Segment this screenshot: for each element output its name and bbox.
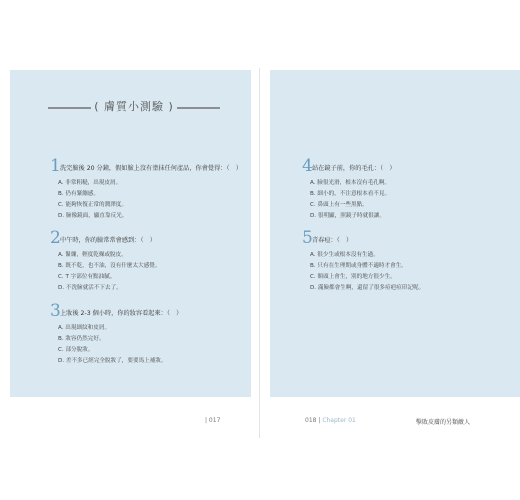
question-3	[50, 301, 183, 367]
question-text: 中午時，你的臉常常會感到：（ ）	[60, 237, 156, 244]
chapter-label: Chapter 01	[322, 417, 356, 424]
option-c: C. 能夠恢復正常的潤澤度。	[58, 202, 127, 208]
option-d: D. 臉像鏡面，顯直靠反光。	[58, 213, 128, 219]
question-text: 站在鏡子前，你的毛孔：（ ）	[312, 165, 396, 172]
option-list	[302, 250, 424, 294]
question-4	[302, 156, 396, 222]
option-c: C. 部分脫妝。	[58, 347, 94, 353]
right-page-footer	[305, 417, 356, 424]
option-c: C. T 字部位有點油膩。	[58, 274, 116, 280]
option-list	[50, 323, 167, 367]
option-b: B. 細小的，不注意根本看不見。	[310, 191, 391, 197]
option-a: A. 出現細紋和皮屑。	[58, 325, 111, 331]
option-c: C. 額頭上會生，別的地方很少生。	[310, 274, 396, 280]
question-number: 3	[50, 301, 61, 321]
option-list	[50, 250, 161, 294]
option-d: D. 差不多已經完全脫妝了，要要馬上補妝。	[58, 358, 167, 364]
option-d: D. 不洗臉就活不下去了。	[58, 285, 122, 291]
option-list	[50, 178, 127, 222]
option-a: A. 緊繃，輕度乾燥或脫皮。	[58, 252, 127, 258]
question-number: 1	[50, 156, 61, 176]
running-title: 擊敗皮膚的另類敵人	[416, 419, 471, 426]
question-2	[50, 228, 161, 294]
option-list	[302, 178, 390, 222]
question-number: 5	[302, 228, 313, 248]
question-number: 4	[302, 156, 313, 176]
title-rule-left	[48, 107, 91, 109]
option-a: A. 很少生或根本沒有生過。	[310, 252, 379, 258]
question-5	[302, 228, 425, 294]
quiz-title-text: ( 膚質小測驗 )	[94, 100, 174, 113]
title-rule-right	[177, 107, 220, 109]
question-text: 上妝後 2-3 個小時，你的妝容看起來：（ ）	[60, 310, 183, 317]
option-b: B. 既不乾，也不油，沒有什麼太大感覺。	[58, 263, 161, 269]
option-a: A. 非常粗糙，出現皮屑。	[58, 180, 122, 186]
option-b: B. 妝容仍然完好。	[58, 336, 105, 342]
question-number: 2	[50, 228, 61, 248]
option-c: C. 鼻頭上有一些黑點。	[310, 202, 368, 208]
option-b: B. 只有在生理期或身體不適時才會生。	[310, 263, 407, 269]
option-d: D. 滿臉都會生啊，還留了很多痘疤痘印記呢。	[310, 285, 425, 291]
right-page-number: 018 |	[305, 417, 321, 424]
question-text: 洗完臉後 20 分鐘，假如臉上沒有塗抹任何產品，你會覺得：（ ）	[60, 165, 242, 172]
question-1	[50, 156, 242, 222]
option-a: A. 臉很光滑，根本沒有毛孔啊。	[310, 180, 391, 186]
option-d: D. 很明顯，照鏡子時就很讓。	[310, 213, 385, 219]
left-page-number: | 017	[205, 417, 221, 424]
question-text: 青春痘：（ ）	[312, 237, 353, 244]
option-b: B. 仍有緊繃感。	[58, 191, 99, 197]
page-gutter	[259, 68, 260, 438]
quiz-title	[48, 98, 220, 116]
